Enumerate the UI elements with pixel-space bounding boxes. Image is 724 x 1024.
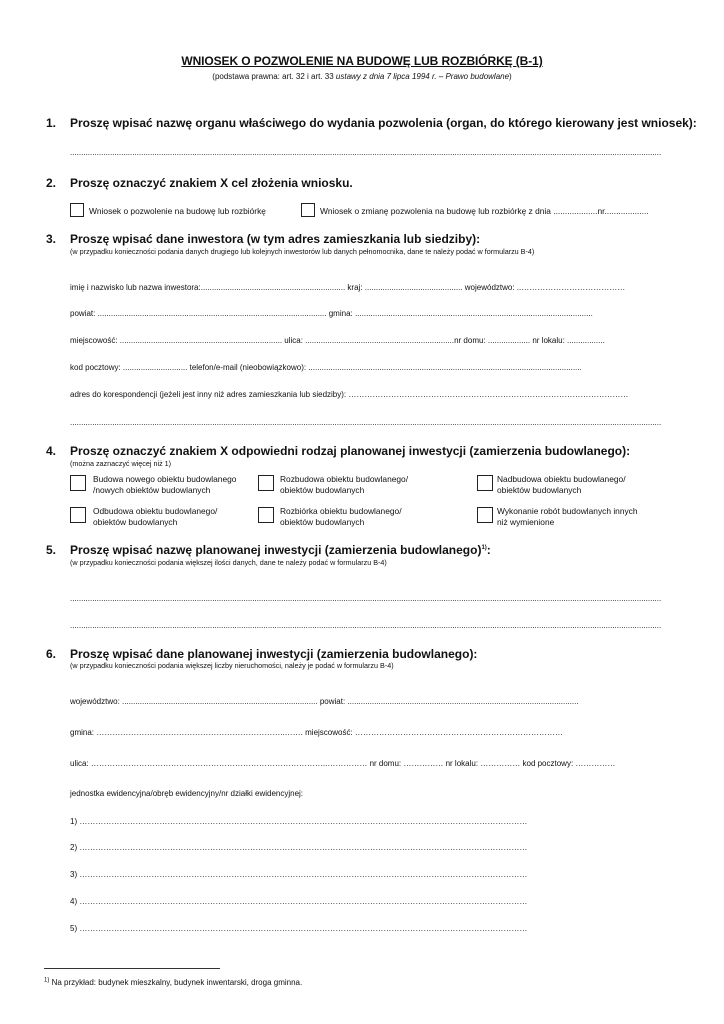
section-2-heading: Proszę oznaczyć znakiem X cel złożenia wniosku. [70,176,353,190]
cadastral-label: jednostka ewidencyjna/obręb ewidencyjny/nr działki ewidencyjnej: [70,789,304,798]
reconstruction-label: Odbudowa obiektu budowlanego/ obiektów budowlanych [93,506,218,527]
footnote-reference: 1) [481,545,487,551]
demolition-label: Rozbiórka obiektu budowlanego/ obiektów budowlanych [280,506,402,527]
section-2-number: 2. [46,176,57,190]
section-1-heading: Proszę wpisać nazwę organu właściwego do wydania pozwolenia (organ, do którego kierowany jest wniosek): [70,116,697,130]
superstructure-label: Nadbudowa obiektu budowlanego/ obiektów budowlanych [497,474,626,495]
investment-voivodeship-field[interactable]: województwo: ........................................................................................ powiat: ........................................................................................................ [70,697,579,706]
superstructure-checkbox[interactable] [477,475,493,491]
section-4-number: 4. [46,444,57,458]
permit-change-label: Wniosek o zmianę pozwolenia na budowę lub rozbiórkę z dnia ...................nr................... [320,206,649,216]
section-3-heading: Proszę wpisać dane inwestora (w tym adres zamieszkania lub siedziby): [70,232,481,246]
investment-municipality-field[interactable]: gmina: ……………………………………………………………..……. miejscowość: …………………………………………………………………… [70,728,563,737]
permit-change-checkbox[interactable] [301,203,315,217]
section-3-number: 3. [46,232,57,246]
section-5-note: (w przypadku konieczności podania większej ilości danych, dane te należy podać w formularzu B-4) [70,558,387,567]
section-6-number: 6. [46,647,57,661]
section-3-note: (w przypadku konieczności podania danych drugiego lub kolejnych inwestorów lub danych pełnomocnika, dane te należy podać w formularzu B-4) [70,247,535,256]
cadastral-parcel-4[interactable]: 4) …………………………………………………………………………………………………………………………………………………… [70,897,528,906]
footnote-divider [44,968,220,969]
legal-basis: (podstawa prawna: art. 32 i art. 33 ustawy z dnia 7 lipca 1994 r. – Prawo budowlane) [212,72,512,81]
other-works-label: Wykonanie robót budowlanych innych niż wymienione [497,506,638,527]
cadastral-parcel-5[interactable]: 5) …………………………………………………………………………………………………………………………………………………… [70,924,528,933]
investor-district-field[interactable]: powiat: ....................................................................................................... gmina: ........................................................................................................... [70,309,593,318]
investment-street-field[interactable]: ulica: ……………………………………………………………………………..…………… nr domu: …………… nr lokalu: …………… kod pocztowy: …………… [70,759,616,768]
permit-application-checkbox[interactable] [70,203,84,217]
cadastral-parcel-1[interactable]: 1) …………………………………………………………………………………………………………………………………………………… [70,817,528,826]
section-4-note: (można zaznaczyć więcej niż 1) [70,459,172,468]
section-4-heading: Proszę oznaczyć znakiem X odpowiedni rodzaj planowanej inwestycji (zamierzenia budowlanego): [70,444,631,458]
section-5-heading: Proszę wpisać nazwę planowanej inwestycji (zamierzenia budowlanego)$^{1)}$: [70,543,491,557]
section-1-number: 1. [46,116,57,130]
cadastral-parcel-2[interactable]: 2) …………………………………………………………………………………………………………………………………………………… [70,843,528,852]
reconstruction-checkbox[interactable] [70,507,86,523]
document-title: WNIOSEK O POZWOLENIE NA BUDOWĘ LUB ROZBIÓRKĘ (B-1) [181,54,543,68]
footnote: $^{1)}$ Na przykład: budynek mieszkalny, budynek inwentarski, droga gminna. [44,977,303,987]
investment-name-field-2[interactable]: .......................................................................................................................................................................................................................................................................... [70,621,662,630]
extension-checkbox[interactable] [258,475,274,491]
correspondence-address-field-2[interactable]: .......................................................................................................................................................................................................................................................................... [70,418,662,427]
other-works-checkbox[interactable] [477,507,493,523]
investor-postcode-field[interactable]: kod pocztowy: ............................. telefon/e-mail (nieobowiązkowo): ........................................................................................................................... [70,363,582,372]
demolition-checkbox[interactable] [258,507,274,523]
investor-street-field[interactable]: miejscowość: ......................................................................... ulica: ...................................................................nr domu: ................... nr lokalu: ................. [70,336,605,345]
section-6-heading: Proszę wpisać dane planowanej inwestycji (zamierzenia budowlanego): [70,647,478,661]
cadastral-parcel-3[interactable]: 3) …………………………………………………………………………………………………………………………………………………… [70,870,528,879]
investment-name-field-1[interactable]: .......................................................................................................................................................................................................................................................................... [70,594,662,603]
correspondence-address-field[interactable]: adres do korespondencji (jeżeli jest inny niż adres zamieszkania lub siedziby): …………………………………………………………………………………………… [70,390,629,399]
extension-label: Rozbudowa obiektu budowlanego/ obiektów budowlanych [280,474,409,495]
investor-name-field[interactable]: imię i nazwisko lub nazwa inwestora:................................................................. kraj: ............................................ województwo: ..………………………………… [70,283,626,292]
new-construction-checkbox[interactable] [70,475,86,491]
section-6-note: (w przypadku konieczności podania większej liczby nieruchomości, należy je podać w formularzu B-4) [70,661,394,670]
authority-name-field[interactable]: .......................................................................................................................................................................................................................................................................... [70,148,662,157]
permit-application-label: Wniosek o pozwolenie na budowę lub rozbiórkę [89,206,266,216]
section-5-number: 5. [46,543,57,557]
new-construction-label: Budowa nowego obiektu budowlanego /nowych obiektów budowlanych [93,474,237,495]
